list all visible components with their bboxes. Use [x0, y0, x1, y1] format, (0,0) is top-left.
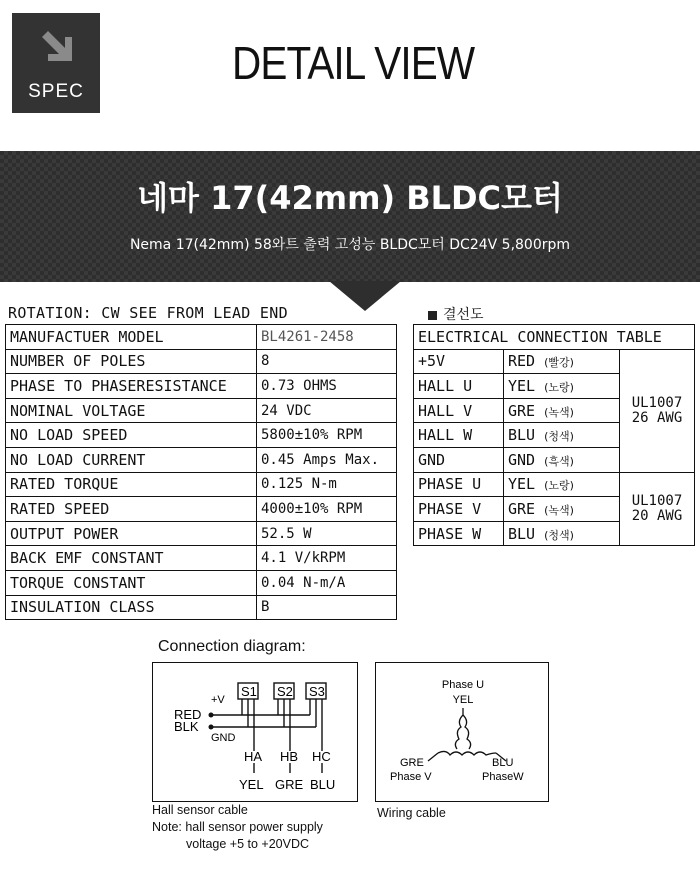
hc-label: HC: [312, 749, 331, 764]
plus-v-label: +V: [211, 694, 225, 706]
connection-signal: HALL W: [414, 423, 504, 448]
phase-u-label: Phase U: [441, 679, 485, 691]
wire-color-code: RED: [508, 352, 536, 371]
spec-key: NOMINAL VOLTAGE: [6, 398, 257, 423]
spec-value: 0.04 N-m/A: [257, 570, 397, 595]
wire-color-code: GRE: [508, 499, 536, 518]
connection-table: [413, 324, 695, 546]
connection-signal: PHASE W: [414, 521, 504, 546]
wiring-cable-caption: Wiring cable: [377, 806, 446, 820]
connection-wire-color: [504, 472, 620, 497]
hall-blu-label: BLU: [310, 777, 336, 792]
spec-value: 52.5 W: [257, 521, 397, 546]
wire-color-korean: (노랑): [544, 380, 574, 394]
spec-value: BL4261-2458: [257, 325, 397, 350]
spec-row: [6, 325, 397, 350]
connection-wire-color: [504, 349, 620, 374]
spec-value: B: [257, 595, 397, 620]
diagram-title: Connection diagram:: [158, 638, 306, 655]
spec-row: [6, 374, 397, 399]
wire-color-code: GRE: [508, 401, 536, 420]
wire-color-code: GND: [508, 450, 536, 469]
spec-value: 8: [257, 349, 397, 374]
hall-cable-caption: Hall sensor cable: [152, 803, 248, 817]
motor-yel-label: YEL: [452, 694, 474, 706]
spec-key: NUMBER OF POLES: [6, 349, 257, 374]
wire-color-code: YEL: [508, 376, 536, 395]
connection-wire-color: [504, 398, 620, 423]
hall-note-line1: Note: hall sensor power supply: [152, 820, 323, 834]
spec-badge: [12, 13, 100, 113]
wire-gauge-size: 26 AWG: [631, 409, 683, 426]
spec-value: 4000±10% RPM: [257, 497, 397, 522]
blk-wire-label: BLK: [174, 719, 199, 734]
wire-gauge-type: UL1007: [631, 394, 683, 411]
spec-row: [6, 349, 397, 374]
wire-gauge-size: 20 AWG: [631, 507, 683, 524]
wire-color-code: BLU: [508, 426, 536, 445]
gnd-label: GND: [211, 732, 236, 744]
product-subtitle: Nema 17(42mm) 58와트 출력 고성능 BLDC모터 DC24V 5,800rpm: [129, 237, 571, 253]
spec-value: 4.1 V/kRPM: [257, 546, 397, 571]
connection-table-title: ELECTRICAL CONNECTION TABLE: [414, 325, 695, 350]
s2-label: S2: [277, 684, 293, 699]
spec-key: MANUFACTUER MODEL: [6, 325, 257, 350]
hall-gre-label: GRE: [275, 777, 304, 792]
rotation-note: ROTATION: CW SEE FROM LEAD END: [8, 304, 288, 322]
banner-pointer: [329, 281, 401, 311]
spec-row: [6, 472, 397, 497]
hall-sensor-labels: [153, 663, 359, 803]
connection-wire-color: [504, 521, 620, 546]
wire-gauge-cell: [620, 472, 695, 546]
wiring-heading-label: 결선도: [443, 307, 484, 323]
product-banner: [0, 151, 700, 282]
connection-signal: PHASE V: [414, 497, 504, 522]
wire-color-korean: (흑색): [544, 454, 574, 468]
connection-table-header-row: [414, 325, 695, 350]
hb-label: HB: [280, 749, 299, 764]
spec-value: 0.125 N-m: [257, 472, 397, 497]
spec-row: [6, 447, 397, 472]
spec-row: [6, 423, 397, 448]
ha-label: HA: [244, 749, 263, 764]
motor-phase-diagram: [375, 662, 549, 802]
spec-value: 0.45 Amps Max.: [257, 447, 397, 472]
s3-label: S3: [309, 684, 325, 699]
spec-key: PHASE TO PHASERESISTANCE: [6, 374, 257, 399]
wire-color-code: YEL: [508, 475, 536, 494]
spec-value: 0.73 OHMS: [257, 374, 397, 399]
spec-row: [6, 546, 397, 571]
hall-sensor-diagram: [152, 662, 358, 802]
wire-color-korean: (청색): [544, 430, 574, 444]
spec-row: [6, 398, 397, 423]
spec-row: [6, 570, 397, 595]
connection-signal: GND: [414, 447, 504, 472]
wire-color-korean: (빨강): [544, 356, 574, 370]
wiring-heading: [428, 304, 484, 324]
square-bullet-icon: [428, 311, 437, 320]
wire-gauge-type: UL1007: [631, 492, 683, 509]
spec-value: 24 VDC: [257, 398, 397, 423]
spec-row: [6, 595, 397, 620]
connection-wire-color: [504, 447, 620, 472]
motor-blu-label: BLU: [492, 757, 514, 769]
connection-wire-color: [504, 497, 620, 522]
spec-key: OUTPUT POWER: [6, 521, 257, 546]
spec-key: TORQUE CONSTANT: [6, 570, 257, 595]
spec-key: INSULATION CLASS: [6, 595, 257, 620]
spec-key: NO LOAD SPEED: [6, 423, 257, 448]
hall-note-line2: voltage +5 to +20VDC: [186, 837, 309, 851]
red-wire-label: RED: [174, 707, 202, 722]
connection-wire-color: [504, 374, 620, 399]
wire-color-korean: (녹색): [544, 503, 574, 517]
phase-w-label: PhaseW: [482, 771, 524, 783]
wire-color-korean: (청색): [544, 528, 574, 542]
s1-label: S1: [241, 684, 257, 699]
connection-signal: HALL U: [414, 374, 504, 399]
spec-table: [5, 324, 397, 620]
connection-row: [414, 472, 695, 497]
spec-key: RATED TORQUE: [6, 472, 257, 497]
spec-value: 5800±10% RPM: [257, 423, 397, 448]
wire-color-code: BLU: [508, 524, 536, 543]
spec-row: [6, 521, 397, 546]
product-title: 네마 17(42mm) BLDC모터: [137, 179, 563, 217]
spec-key: BACK EMF CONSTANT: [6, 546, 257, 571]
connection-signal: +5V: [414, 349, 504, 374]
spec-badge-label: SPEC: [28, 81, 84, 102]
arrow-down-right-icon: [38, 27, 76, 65]
motor-coil-labels: [376, 663, 550, 803]
spec-row: [6, 497, 397, 522]
phase-v-label: Phase V: [390, 771, 432, 783]
page-title: DETAIL VIEW: [232, 37, 475, 89]
spec-key: RATED SPEED: [6, 497, 257, 522]
connection-wire-color: [504, 423, 620, 448]
wire-gauge-cell: [620, 349, 695, 472]
motor-gre-label: GRE: [400, 757, 424, 769]
connection-signal: PHASE U: [414, 472, 504, 497]
wire-color-korean: (녹색): [544, 405, 574, 419]
hall-yel-label: YEL: [239, 777, 264, 792]
connection-row: [414, 349, 695, 374]
spec-key: NO LOAD CURRENT: [6, 447, 257, 472]
wire-color-korean: (노랑): [544, 479, 574, 493]
connection-signal: HALL V: [414, 398, 504, 423]
